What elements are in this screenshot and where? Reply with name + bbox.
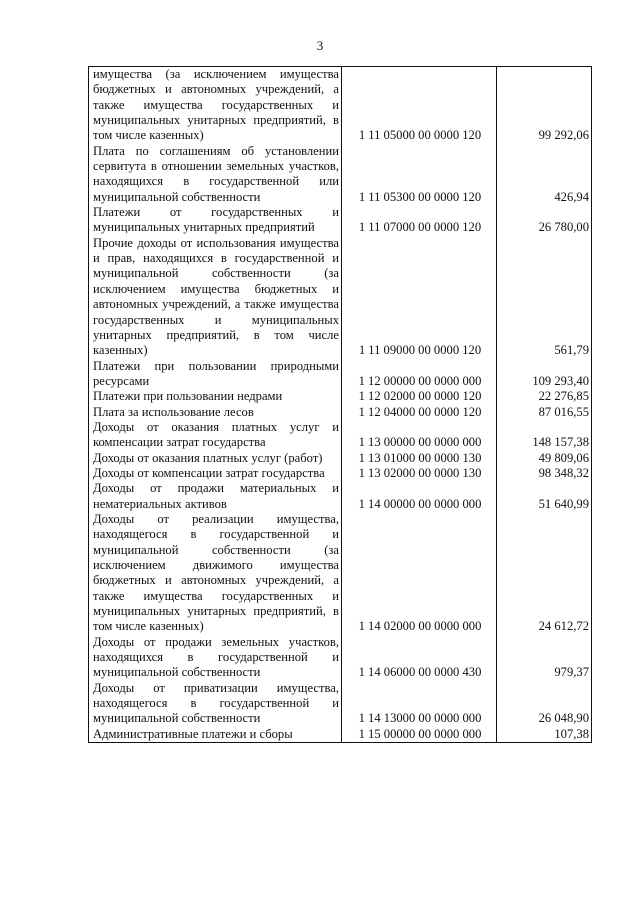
revenue-name-cell: Доходы от компенсации затрат государства [89, 466, 342, 481]
amount-cell: 26 780,00 [497, 205, 592, 236]
revenue-name-cell: Доходы от продажи земельных участков, находящихся в государственной и муниципальной собственности [89, 635, 342, 681]
table-row [89, 420, 592, 451]
revenue-name-cell: Доходы от реализации имущества, находящегося в государственной и муниципальной собственности (за исключением движимого имущества бюджетных и автономных учреждений, а также имущества государственных и муниципальных унитарных предприятий, в том числе казенных) [89, 512, 342, 635]
amount-cell: 49 809,06 [497, 451, 592, 466]
table-row [89, 67, 592, 144]
budget-code-cell: 1 15 00000 00 0000 000 [342, 727, 497, 743]
amount-cell: 561,79 [497, 236, 592, 359]
table-row [89, 681, 592, 727]
budget-code-cell: 1 13 01000 00 0000 130 [342, 451, 497, 466]
table-row [89, 144, 592, 205]
budget-code-cell: 1 14 02000 00 0000 000 [342, 512, 497, 635]
amount-cell: 87 016,55 [497, 405, 592, 420]
table-row [89, 512, 592, 635]
revenue-name-cell: Платежи от государственных и муниципальных унитарных предприятий [89, 205, 342, 236]
amount-cell: 51 640,99 [497, 481, 592, 512]
budget-code-cell: 1 12 04000 00 0000 120 [342, 405, 497, 420]
table-row [89, 451, 592, 466]
revenue-name-cell: Плата за использование лесов [89, 405, 342, 420]
revenue-name-cell: Платежи при пользовании недрами [89, 389, 342, 404]
revenue-name-cell: Доходы от приватизации имущества, находящегося в государственной и муниципальной собственности [89, 681, 342, 727]
budget-code-cell: 1 11 09000 00 0000 120 [342, 236, 497, 359]
table-row [89, 635, 592, 681]
amount-cell: 148 157,38 [497, 420, 592, 451]
table-row [89, 359, 592, 390]
budget-code-cell: 1 13 00000 00 0000 000 [342, 420, 497, 451]
budget-code-cell: 1 14 00000 00 0000 000 [342, 481, 497, 512]
amount-cell: 979,37 [497, 635, 592, 681]
table-row [89, 205, 592, 236]
amount-cell: 109 293,40 [497, 359, 592, 390]
amount-cell: 22 276,85 [497, 389, 592, 404]
amount-cell: 99 292,06 [497, 67, 592, 144]
amount-cell: 107,38 [497, 727, 592, 743]
revenue-name-cell: Платежи при пользовании природными ресурсами [89, 359, 342, 390]
amount-cell: 26 048,90 [497, 681, 592, 727]
table-row [89, 727, 592, 743]
revenue-name-cell: имущества (за исключением имущества бюджетных и автономных учреждений, а также имущества государственных и муниципальных унитарных предприятий, в том числе казенных) [89, 67, 342, 144]
budget-code-cell: 1 11 07000 00 0000 120 [342, 205, 497, 236]
page-number: 3 [316, 38, 324, 53]
budget-code-cell: 1 14 06000 00 0000 430 [342, 635, 497, 681]
table-row [89, 405, 592, 420]
revenue-name-cell: Прочие доходы от использования имущества и прав, находящихся в государственной и муниципальной собственности (за исключением имущества бюджетных и автономных учреждений, а также имущества государственных и муниципальных унитарных предприятий, в том числе казенных) [89, 236, 342, 359]
budget-code-cell: 1 14 13000 00 0000 000 [342, 681, 497, 727]
revenue-name-cell: Административные платежи и сборы [89, 727, 342, 743]
budget-code-cell: 1 11 05000 00 0000 120 [342, 67, 497, 144]
revenue-table-body [89, 67, 592, 743]
table-row [89, 236, 592, 359]
revenue-table [88, 66, 592, 743]
revenue-name-cell: Доходы от оказания платных услуг (работ) [89, 451, 342, 466]
table-row [89, 389, 592, 404]
budget-code-cell: 1 12 00000 00 0000 000 [342, 359, 497, 390]
amount-cell: 426,94 [497, 144, 592, 205]
revenue-name-cell: Доходы от оказания платных услуг и компенсации затрат государства [89, 420, 342, 451]
table-row [89, 466, 592, 481]
revenue-name-cell: Доходы от продажи материальных и нематериальных активов [89, 481, 342, 512]
budget-code-cell: 1 11 05300 00 0000 120 [342, 144, 497, 205]
budget-code-cell: 1 12 02000 00 0000 120 [342, 389, 497, 404]
revenue-name-cell: Плата по соглашениям об установлении сервитута в отношении земельных участков, находящихся в государственной или муниципальной собственности [89, 144, 342, 205]
table-row [89, 481, 592, 512]
budget-code-cell: 1 13 02000 00 0000 130 [342, 466, 497, 481]
amount-cell: 98 348,32 [497, 466, 592, 481]
amount-cell: 24 612,72 [497, 512, 592, 635]
